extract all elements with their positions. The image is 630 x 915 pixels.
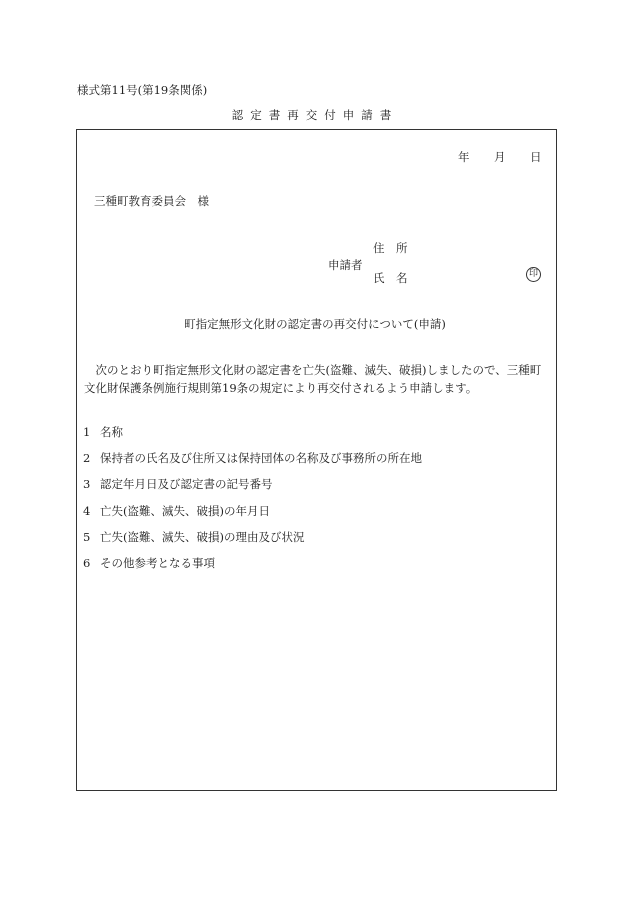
list-item [83, 476, 273, 492]
item-number: 1 [83, 425, 91, 439]
item-number: 5 [83, 530, 91, 544]
seal-icon: 印 [526, 267, 541, 282]
list-item [83, 555, 215, 571]
document-title: 認定書再交付申請書 [231, 108, 399, 122]
subject-line: 町指定無形文化財の認定書の再交付について(申請) [184, 317, 446, 331]
applicant-label: 申請者 [328, 258, 363, 272]
item-text: 亡失(盗難、滅失、破損)の年月日 [100, 504, 270, 518]
list-item [83, 424, 123, 440]
list-item [83, 503, 270, 519]
recipient: 三種町教育委員会 様 [94, 194, 209, 208]
date-month-label: 月 [494, 150, 506, 164]
item-text: 認定年月日及び認定書の記号番号 [100, 477, 273, 491]
item-number: 4 [83, 504, 91, 518]
item-number: 2 [83, 451, 91, 465]
list-item [83, 529, 304, 545]
item-text: その他参考となる事項 [100, 556, 215, 570]
item-text: 保持者の氏名及び住所又は保持団体の名称及び事務所の所在地 [100, 451, 422, 465]
date-year-label: 年 [458, 150, 470, 164]
item-text: 名称 [100, 425, 123, 439]
item-number: 6 [83, 556, 91, 570]
name-label: 氏 名 [373, 271, 408, 285]
date-day-label: 日 [530, 150, 542, 164]
form-number: 様式第11号(第19条関係) [77, 83, 208, 97]
list-item [83, 450, 422, 466]
item-text: 亡失(盗難、滅失、破損)の理由及び状況 [100, 530, 305, 544]
address-label: 住 所 [373, 241, 408, 255]
item-number: 3 [83, 477, 91, 491]
body-text: 次のとおり町指定無形文化財の認定書を亡失(盗難、滅失、破損)しましたので、三種町文化財保護条例施行規則第19条の規定により再交付されるよう申請します。 [84, 363, 542, 395]
